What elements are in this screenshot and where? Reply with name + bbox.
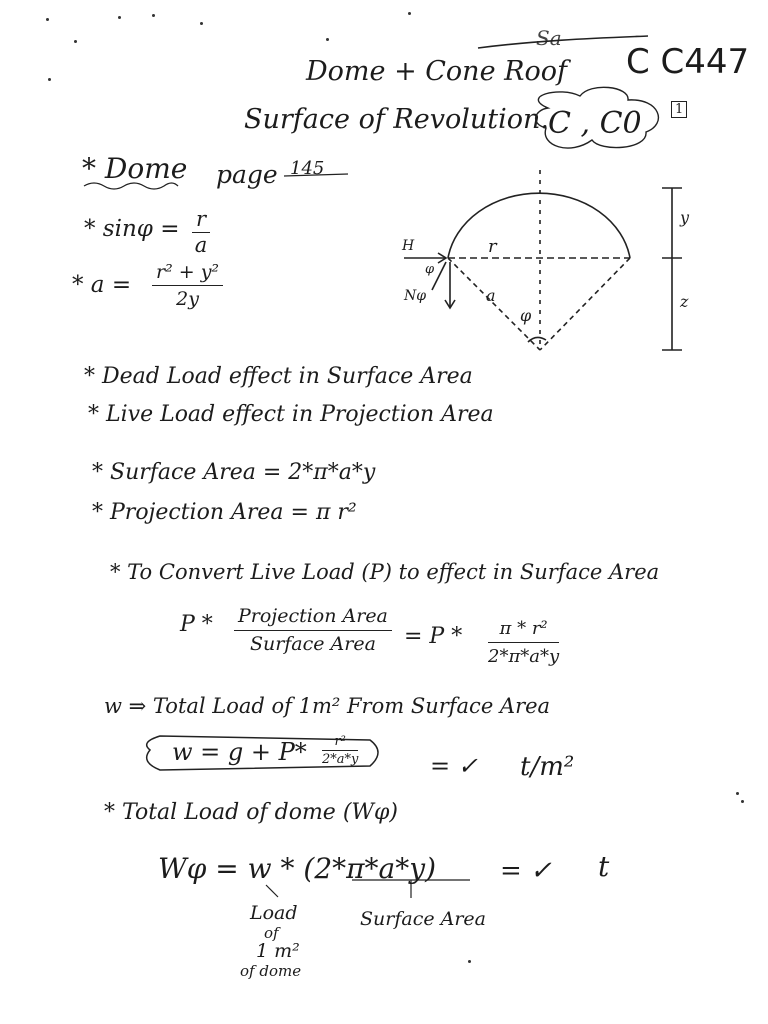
note-of-dome: of dome: [240, 962, 302, 980]
cloud-outline: [536, 87, 659, 148]
page-ref-underline: [284, 174, 348, 176]
conversion-numerator: Projection Area: [234, 604, 392, 631]
w-denominator: 2*a*y: [322, 752, 359, 767]
sin-denominator: a: [194, 233, 208, 257]
conversion-fraction: [234, 604, 392, 657]
conversion-result-fraction: [488, 616, 559, 669]
conversion-result-numerator: π * r²: [488, 616, 559, 643]
a-denominator: 2y: [176, 288, 199, 310]
label-phi: φ: [520, 306, 532, 325]
strike-through: [478, 36, 648, 48]
conversion-result-denominator: 2*π*a*y: [488, 646, 560, 667]
a-numerator: r² + y²: [152, 260, 223, 286]
dome-heading: * Dome: [82, 152, 188, 185]
struck-word: Sa: [536, 26, 562, 50]
page-reference: 145: [290, 158, 325, 179]
page-label: page: [216, 160, 278, 189]
label-a: a: [486, 286, 496, 305]
label-z: z: [680, 292, 689, 311]
note-convert: * To Convert Live Load (P) to effect in Surface Area: [110, 560, 660, 584]
note-dead-load: * Dead Load effect in Surface Area: [84, 364, 473, 389]
course-code: C C447: [626, 42, 750, 82]
dome-total-heading: * Total Load of dome (Wφ): [104, 800, 399, 825]
note-surface-area: * Surface Area = 2*π*a*y: [92, 460, 376, 485]
dome-total-formula: Wφ = w * (2*π*a*y): [158, 852, 436, 885]
note-live-load: * Live Load effect in Projection Area: [88, 402, 494, 427]
w-result: = ✓: [430, 752, 478, 780]
page-number-box: 1: [671, 101, 687, 118]
note-projection-area: * Projection Area = π r²: [92, 500, 357, 525]
label-y: y: [680, 208, 690, 227]
label-meridional-force: Nφ: [404, 288, 427, 304]
total-load-line: w ⇒ Total Load of 1m² From Surface Area: [104, 694, 551, 718]
note-load: Load: [250, 902, 298, 924]
page-title: Dome + Cone Roof: [306, 56, 567, 87]
conversion-lhs: P *: [180, 612, 213, 637]
conversion-denominator: Surface Area: [249, 633, 376, 655]
conversion-equals: = P *: [404, 624, 463, 649]
meridian-line-right: [540, 258, 630, 350]
sin-formula-lhs: * sinφ =: [84, 216, 180, 242]
w-formula: w = g + P*: [172, 738, 307, 766]
label-horizontal-force: H: [402, 238, 415, 254]
note-of: of: [264, 924, 279, 942]
dome-arc: [448, 193, 630, 258]
cloud-note: C , C0: [548, 106, 642, 141]
sin-numerator: r: [192, 208, 210, 233]
w-unit: t/m²: [520, 752, 575, 782]
dome-total-unit: t: [598, 850, 610, 883]
note-surface-area-label: Surface Area: [360, 908, 486, 930]
dome-underline-wave: [84, 183, 178, 189]
w-numerator: r²: [322, 734, 358, 751]
dome-total-result: = ✓: [500, 856, 552, 886]
subtitle: Surface of Revolution.: [244, 104, 549, 135]
label-radius: r: [488, 236, 497, 257]
a-formula-lhs: * a =: [72, 272, 132, 298]
label-phi-small: φ: [425, 262, 435, 277]
w-fraction: [322, 734, 358, 767]
w-arrow: [266, 885, 278, 897]
note-qty: 1 m²: [256, 940, 300, 962]
